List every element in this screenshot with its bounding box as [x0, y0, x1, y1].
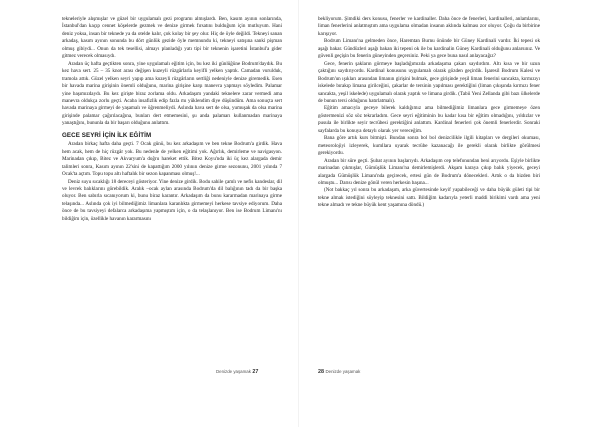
body-paragraph: tekneleriyle alışmışlar ve güzel bir uygulamalı gezi programı almışlardı. Ben, kasım ayının sonlarında, İstanbul'dan kaçıp cennet köşelerde gezmek ve denize girmek fırsatını bulduğum için mutluyum. Hani deniz yoksa, insan bir teknede ya da otelde kalır, çok kolay bir şey olur. Hiç de öyle değildi. Tekneyi sanan arkadaş, kasım ayının sonunda bu dört günlük gezide öyle memnundu ki, tekneyi satışına sanki pişman olmuş gibiydi... Onun da tek tesellisi, almayı planladığı yatı tipi bir teknenin işaretini İstanbul'a gider gitmez verecek olmasıydı.: [62, 16, 282, 60]
body-paragraph: Eğitim amacıyla geceye bilerek kaldığımız ama bilmediğimiz limanlara gece girmemeye özen göstermenizi söz söz tekrarladım. Gece seyri eğitiminin bu kadar kısa bir eğitim olmadığını, yıldızlar ve pusula ile birlikte seyir tecrübesi gerektiğini anlattım. Kardinal fenerleri çok önemli fenerlerdir. Sonraki sayfalarda bu konuya detaylı olarak yer vereceğim.: [318, 105, 540, 134]
section-heading: GECE SEYRİ İÇİN İLK EĞİTİM: [62, 131, 152, 139]
body-paragraph: Aradan üç hafta geçtikten sonra, yine uygulamalı eğitim için, bu kez iki günlüğüne Bodrum'daydık. Bu kez hava sert. 25 – 35 knot arası değişen kuzeyli rüzgârlarla keyifli yelken yaptık. Camadan vurulduk, tramola attık. Güzel yelken seyri yapıp ama kuzeyli rüzgârların sertliği nedeniyle denize giremedik. Esen bir havada marina girişinin önemli olduğunu, marina girişine karşı manevra yapmayı söyledim. Palamar yine başımızdaydı. Bu kez girişte biraz zorlama oldu. Arkadaşım yandaki teknelere zarar vermedi ama manevra oldukça zorlu geçti. Acaba insafizlik edip fazla mı yüklendim diye düşündüm. Ama sonuçta sert havada marinaya girmeyi de yaşamalı ve öğrenmeliydi. Aslında hava sert de olsa, yumuşak da olsa marina girişinde palamar çağırılacağına, bunları dert etmemesini, şu anda palamarı kullanmadan marinaya yanaştığını, bununla da bir başarı olduğunu anlattım.: [62, 60, 282, 127]
body-paragraph: bekliyorum. Şimdiki ders konusu, fenerler ve kardinaller. Daha önce de fenerleri, kardinalleri, anlamlarını, liman fenerlerini anlatmıştım ama uygulama olmadan insanın aklında kalması zor oluyor. Çoğu da birbirine karışıyor.: [318, 16, 540, 37]
right-page-body: [318, 16, 540, 210]
body-paragraph: Bana göre artık kurs bitmişti. Bundan sonra bol bol denizcilikle ilgili kitapları ve dergileri okuması, meteorolojiyi izleyerek, kumllara uyarak tecrübe kazanacağı ile gerekli olarak birlikte görülmesi gerekiyordu.: [318, 135, 540, 157]
body-paragraph: Aradan birkaç hafta daha geçti. 7 Ocak günü, bu kez arkadaşım ve ben tekne Bodrum'a girdik. Hava hem acak, hem de hiç rüzgâr yok. Bu nedenle de yelken eğitimi yok. Ağırlık, demirleme ve navigasyon. Marinadan çıkıp, Bitez ve Akvaryum'a doğru hareket ettik. Bitez Koyu'nda iki üç kez alargada demir talimleri sonra, Kasım ayının 22'sini de kapattığım 2000 yılının denize girme sezonunu, 2001 yılında 7 Ocak'ta açtım. Topu topu altı haftalık bir sezon kapanması olmuş!...: [62, 141, 282, 178]
left-page-footer: [216, 369, 258, 375]
footer-magazine-title: Denizde yaşamak: [325, 369, 361, 374]
left-page-body: [62, 16, 282, 223]
left-page: [62, 16, 282, 416]
body-paragraph: (Not bakkaç yıl sonra bu arkadaşım, arka güvertesinde keyif yapabileceği ve daha büyük gületi tipi bir tekne almak istediğini söyleyip teknesini sattı. Bildiğim kadarıyla yeterli maddi birikimi vardı ama yeni tekne almadı ve tekne büyük kent yaşamına döndü.): [318, 187, 540, 209]
body-paragraph: Gece, fenerin şakların görmeye başladığımızda arkadaşıma çakarı saydırdım. Altı kısa ve bir uzun çaktığını saydırıyordu. Kardinal konusunu uygulamalı olarak gözden geçirdik. İşaresil Bodrum Kalesi ve Bodrum'un ışıkları arasından limanın girişini bulmak, gece girişinde yeşil liman fenerini sancakta, kırmızıyı iskelede bırakıp limana girilceğini, çakarlar de tersinin yapılması gerektiğini (liman çıkışında kırmızı fener sancakta, yeşil iskelede) uygulamalı olarak yaptık ve limana girdik. (Tabii Yeni Zellanda gibi bazı ülkelerde de bunun tersi olduğunu hatırlatmalı).: [318, 60, 540, 104]
body-paragraph: Aradan bir süre geçti. Şubat ayının başlarıydı. Arkadaşım cep telefonundan beni arıyordu. Eşiyle birlikte marinadan çıkmışlar, Gümüşlük Limanı'na demirlemişlerdi. Akşam karaya çıkıp balık yiyecek, geceyi alargada Gümüşlük Limanı'nda geçirecek, ertesi gün de Bodrum'a dönecekleri. Artık o da bizden biri olmuştu... Darısı denize gönül veren herkesin başına...: [318, 157, 540, 186]
right-page: [318, 16, 540, 416]
page-number: 28: [318, 369, 324, 375]
body-paragraph: Bodrum Limanı'na gelmeden önce, Haremtan Burnu önünde bir Güney Kardinali vardır. İki tepesi ok aşağı bakar. Gündüzleri aşağı bakan iki tepeni ok ile bu kardinalin Güney Kardinali olduğunu anlarsınız. Ve güvenli geçişin bu fenerin güneyinden geçersiniz. Peki ya gece buna nasıl anlayacağız?: [318, 38, 540, 60]
page-number: 27: [252, 369, 259, 375]
right-page-footer: [318, 369, 360, 375]
body-paragraph: Deniz suyu sıcaklığı 18 dereceyi gösteriyor. Yine denize girdik. Bodu sahile çamlı ve nefis kandeslar, dil ve levrek balıklarını görebildik. Aralık –ocak aylan arasında Bodrum'da dil balığının tadı da bir başka oluyor. Ben sabırla sıcanıyorum ki, bunu biraz karantır. Arkadaşım da bunu kararmadan marinaya girme telaşında... Aslında çok iyi bilmediğimiz limanlara karanlıkta girmemeyi herkese tavsiye ediyorum. Daha önce de bu tavsiyeyi defalarca arkadaşıma yapmıştım için, o da telaşlanıyor. Ben ise Bodrum Limanı'nı bildiğim için, özellikle havanın kararmasını: [62, 178, 282, 222]
footer-magazine-title: Denizde yaşamak: [216, 369, 251, 374]
page-gutter: [298, 0, 299, 427]
